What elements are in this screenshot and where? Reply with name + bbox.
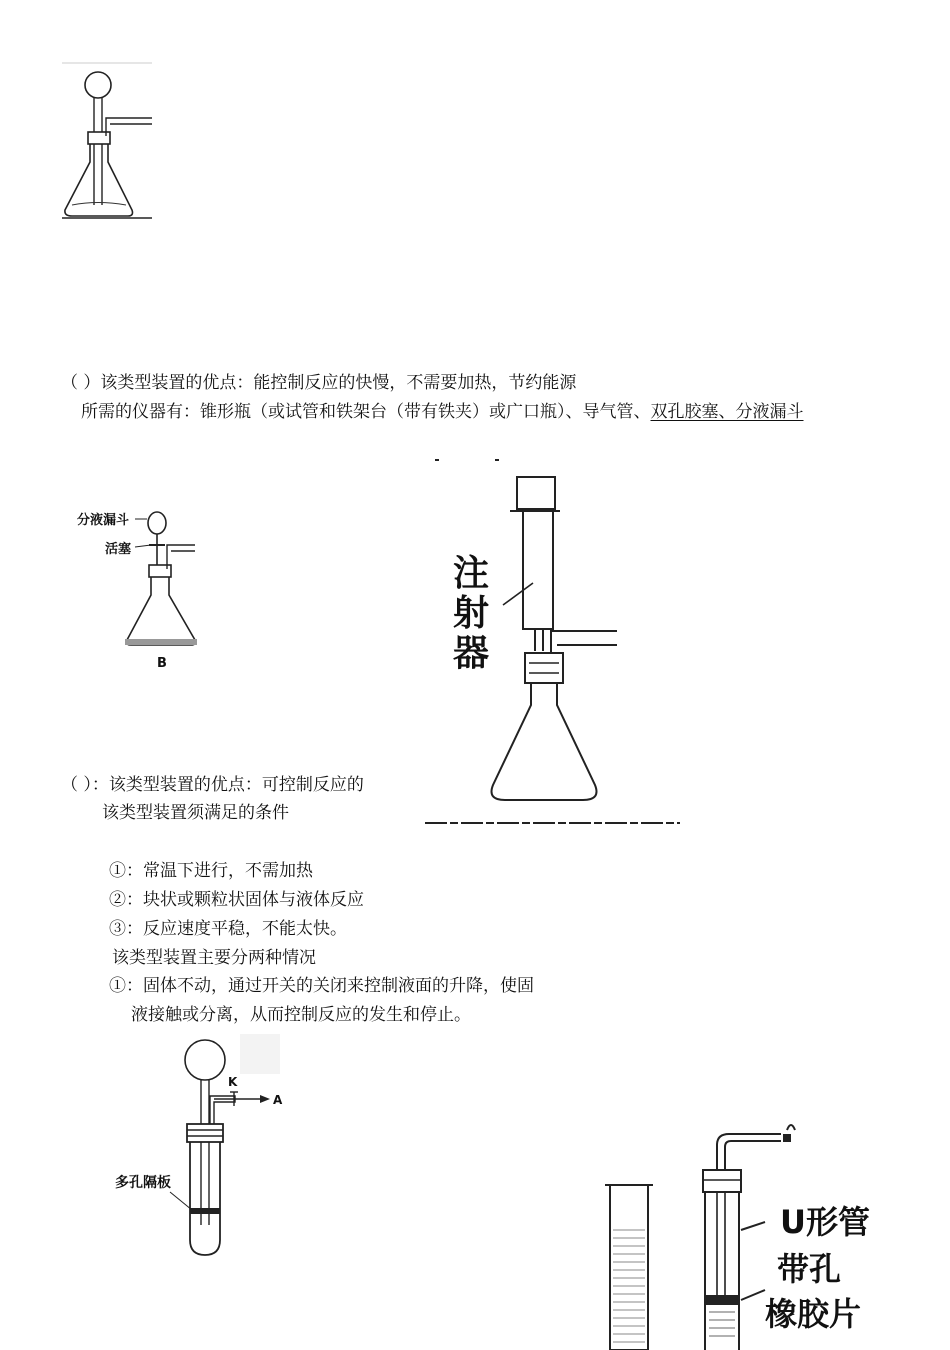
condition-1: ①：常温下进行，不需加热 xyxy=(109,861,313,881)
advantage-line-2: （ ）：该类型装置的优点：可控制反应的 xyxy=(61,775,364,795)
instruments-underlined: 双孔胶塞、分液漏斗 xyxy=(650,402,804,422)
label-syringe-2: 射 xyxy=(453,593,490,634)
condition-3: ③：反应速度平稳，不能太快。 xyxy=(109,919,347,939)
test-tube-plate-diagram xyxy=(110,1030,290,1265)
cases-intro: 该类型装置主要分两种情况 xyxy=(112,948,316,968)
label-syringe-1: 注 xyxy=(453,553,490,594)
label-funnel: 分液漏斗 xyxy=(77,513,130,528)
separatory-funnel-diagram xyxy=(75,505,205,670)
label-k: K xyxy=(228,1075,238,1089)
label-porous-plate: 多孔隔板 xyxy=(115,1175,171,1191)
label-u-tube: U形管 xyxy=(780,1203,870,1241)
case-1-line-2: 液接触或分离，从而控制反应的发生和停止。 xyxy=(131,1005,471,1025)
conditions-heading: 该类型装置须满足的条件 xyxy=(102,803,289,823)
u-tube-apparatus-diagram xyxy=(605,1130,905,1350)
label-b: B xyxy=(157,656,167,671)
flask-funnel-diagram xyxy=(60,60,160,225)
case-1-line-1: ①：固体不动，通过开关的关闭来控制液面的升降，使固 xyxy=(109,976,534,996)
label-syringe-3: 器 xyxy=(453,633,490,674)
condition-2: ②：块状或颗粒状固体与液体反应 xyxy=(109,890,364,910)
syringe-apparatus-diagram xyxy=(425,455,695,825)
label-a: A xyxy=(273,1093,283,1107)
label-rubber-1: 带孔 xyxy=(777,1250,842,1288)
label-stopcock: 活塞 xyxy=(105,542,132,557)
instruments-line xyxy=(81,402,804,422)
advantage-line-1: （ ）该类型装置的优点：能控制反应的快慢，不需要加热，节约能源 xyxy=(61,373,577,393)
instruments-text: 所需的仪器有：锥形瓶（或试管和铁架台（带有铁夹）或广口瓶）、导气管、 xyxy=(81,402,651,422)
label-rubber-2: 橡胶片 xyxy=(765,1295,862,1333)
